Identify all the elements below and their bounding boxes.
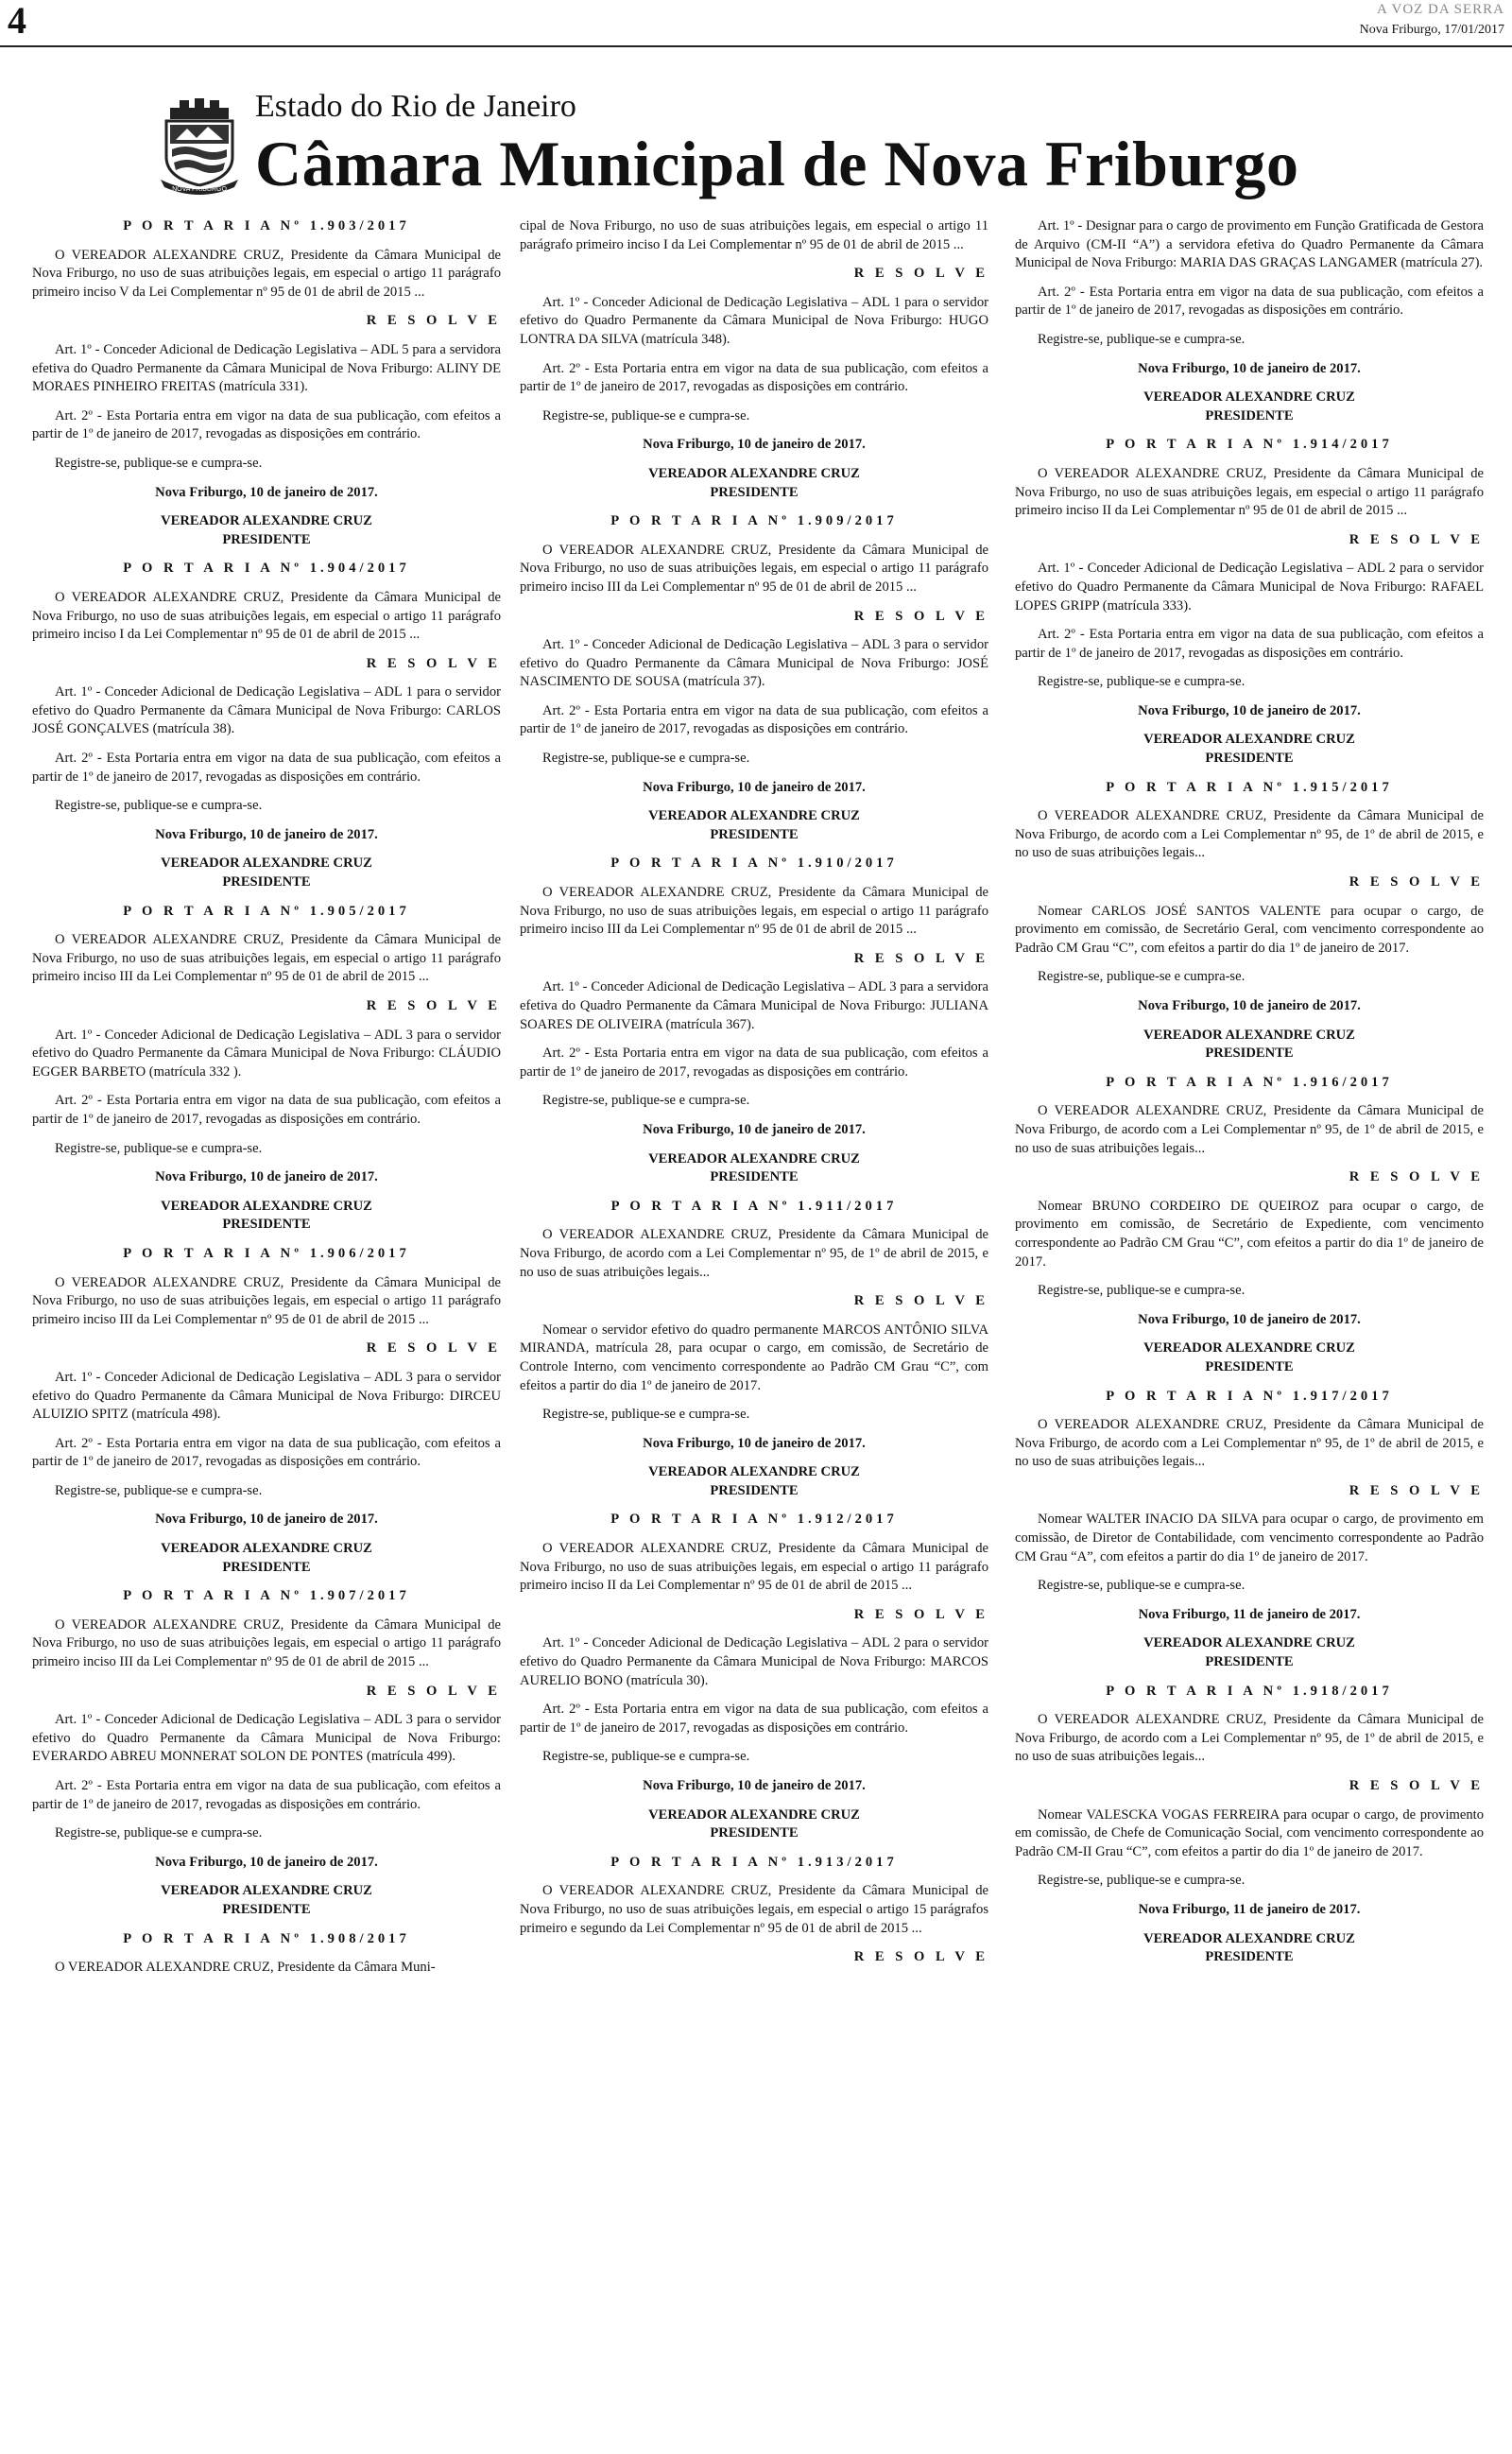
paragraph: Art. 2º - Esta Portaria entra em vigor na data de sua publicação, com efeitos a partir de 1º de janeiro de 2017, revogadas as disposições em contrário. [32, 407, 501, 442]
portaria-heading: P O R T A R I A Nº 1.906/2017 [123, 1245, 410, 1261]
signatory-title: PRESIDENTE [1205, 1949, 1294, 1965]
paragraph: Art. 2º - Esta Portaria entra em vigor na data de sua publicação, com efeitos a partir de 1º de janeiro de 2017, revogadas as disposições em contrário. [520, 360, 988, 395]
paragraph: Art. 1º - Designar para o cargo de provimento em Função Gratificada de Gestora de Arquivo (CM-II “A”) a servidora efetiva do Quadro Permanente da Câmara Municipal de Nova Friburgo: MARIA DAS GRAÇAS LANGAMER (matrícula 27). [1015, 218, 1484, 271]
paragraph: Art. 1º - Conceder Adicional de Dedicação Legislativa – ADL 3 para o servidor efetivo do Quadro Permanente da Câmara Municipal de Nova Friburgo: JOSÉ NASCIMENTO DE SOUSA (matrícula 37). [520, 637, 988, 690]
portaria-heading: P O R T A R I A Nº 1.916/2017 [1106, 1074, 1393, 1090]
signatory-title: PRESIDENTE [222, 1901, 311, 1917]
resolve-label: R E S O L V E [366, 1340, 501, 1357]
paragraph: Art. 1º - Conceder Adicional de Dedicação Legislativa – ADL 1 para o servidor efetivo do Quadro Permanente da Câmara Municipal de Nova Friburgo: HUGO LONTRA DA SILVA (matrícula 348). [520, 294, 988, 347]
portaria-heading: P O R T A R I A Nº 1.907/2017 [123, 1588, 410, 1604]
paragraph: Registre-se, publique-se e cumpra-se. [1038, 674, 1246, 690]
signatory-name: VEREADOR ALEXANDRE CRUZ [648, 808, 860, 824]
signatory-title: PRESIDENTE [222, 874, 311, 890]
resolve-label: R E S O L V E [853, 1293, 988, 1309]
signatory-name: VEREADOR ALEXANDRE CRUZ [1143, 1635, 1355, 1651]
portaria-heading: P O R T A R I A Nº 1.918/2017 [1106, 1683, 1393, 1699]
paragraph: O VEREADOR ALEXANDRE CRUZ, Presidente da Câmara Municipal de Nova Friburgo, no uso de suas atribuições legais, em especial o artigo 11 parágrafo primeiro inciso III da Lei Complementar nº 95 de 01 de abril de 2015 ... [32, 1274, 501, 1327]
portaria-heading: P O R T A R I A Nº 1.915/2017 [1106, 779, 1393, 795]
portaria-heading: P O R T A R I A Nº 1.912/2017 [610, 1512, 898, 1528]
signing-date: Nova Friburgo, 11 de janeiro de 2017. [1138, 1901, 1361, 1917]
signatory-name: VEREADOR ALEXANDRE CRUZ [648, 465, 860, 481]
signatory-title: PRESIDENTE [710, 1482, 799, 1498]
paragraph: Art. 1º - Conceder Adicional de Dedicação Legislativa – ADL 2 para o servidor efetivo do Quadro Permanente da Câmara Municipal de Nova Friburgo: MARCOS AURELIO BONO (matrícula 30). [520, 1635, 988, 1688]
signing-date: Nova Friburgo, 10 de janeiro de 2017. [155, 1854, 378, 1870]
paragraph: O VEREADOR ALEXANDRE CRUZ, Presidente da Câmara Municipal de Nova Friburgo, no uso de suas atribuições legais, em especial o artigo 11 parágrafo primeiro inciso III da Lei Complementar nº 95 de 01 de abril de 2015 ... [32, 1616, 501, 1670]
portaria-heading: P O R T A R I A Nº 1.917/2017 [1106, 1388, 1393, 1404]
resolve-label: R E S O L V E [366, 655, 501, 671]
paragraph: Registre-se, publique-se e cumpra-se. [542, 1749, 750, 1765]
paragraph: O VEREADOR ALEXANDRE CRUZ, Presidente da Câmara Municipal de Nova Friburgo, no uso de suas atribuições legais, em especial o artigo 11 parágrafo primeiro inciso II da Lei Complementar nº 95 de 01 de abril de 2015 ... [1015, 465, 1484, 519]
paragraph: O VEREADOR ALEXANDRE CRUZ, Presidente da Câmara Municipal de Nova Friburgo, de acordo com a Lei Complementar nº 95, de 1º de abril de 2015, e no uso de suas atribuições legais... [520, 1227, 988, 1280]
signatory-title: PRESIDENTE [1205, 1046, 1294, 1062]
portaria-heading: P O R T A R I A Nº 1.911/2017 [610, 1198, 898, 1214]
newspaper-name: A VOZ DA SERRA [1377, 2, 1504, 17]
signing-date: Nova Friburgo, 10 de janeiro de 2017. [1138, 702, 1361, 718]
paragraph: Art. 1º - Conceder Adicional de Dedicação Legislativa – ADL 5 para a servidora efetiva do Quadro Permanente da Câmara Municipal de Nova Friburgo: ALINY DE MORAES PINHEIRO FREITAS (matrícula 331). [32, 341, 501, 395]
paragraph: O VEREADOR ALEXANDRE CRUZ, Presidente da Câmara Municipal de Nova Friburgo, de acordo com a Lei Complementar nº 95, de 1º de abril de 2015, e no uso de suas atribuições legais... [1015, 808, 1484, 861]
paragraph: O VEREADOR ALEXANDRE CRUZ, Presidente da Câmara Municipal de Nova Friburgo, no uso de suas atribuições legais, em especial o artigo 11 parágrafo primeiro inciso I da Lei Complementar nº 95 de 01 de abril de 2015 ... [32, 589, 501, 643]
signatory-title: PRESIDENTE [710, 1825, 799, 1841]
column-3 [1015, 217, 1484, 1978]
paragraph: Art. 1º - Conceder Adicional de Dedicação Legislativa – ADL 3 para a servidora efetiva do Quadro Permanente da Câmara Municipal de Nova Friburgo: JULIANA SOARES DE OLIVEIRA (matrícula 367). [520, 979, 988, 1032]
paragraph: Registre-se, publique-se e cumpra-se. [1038, 1873, 1246, 1889]
resolve-label: R E S O L V E [853, 1949, 988, 1965]
resolve-label: R E S O L V E [366, 1683, 501, 1699]
paragraph: Art. 1º - Conceder Adicional de Dedicação Legislativa – ADL 3 para o servidor efetivo do Quadro Permanente da Câmara Municipal de Nova Friburgo: DIRCEU ALUIZIO SPITZ (matrícula 498). [32, 1369, 501, 1423]
paragraph: Registre-se, publique-se e cumpra-se. [542, 1093, 750, 1109]
signing-date: Nova Friburgo, 10 de janeiro de 2017. [643, 1435, 866, 1451]
resolve-label: R E S O L V E [366, 313, 501, 329]
signatory-name: VEREADOR ALEXANDRE CRUZ [648, 1464, 860, 1480]
municipal-crest-icon [157, 91, 242, 197]
signing-date: Nova Friburgo, 10 de janeiro de 2017. [155, 1169, 378, 1185]
column-2 [520, 217, 988, 1978]
paragraph: O VEREADOR ALEXANDRE CRUZ, Presidente da Câmara Municipal de Nova Friburgo, de acordo com a Lei Complementar nº 95, de 1º de abril de 2015, e no uso de suas atribuições legais... [1015, 1417, 1484, 1470]
signing-date: Nova Friburgo, 10 de janeiro de 2017. [1138, 360, 1361, 376]
resolve-label: R E S O L V E [1349, 874, 1484, 890]
signatory-title: PRESIDENTE [710, 1169, 799, 1185]
signatory-name: VEREADOR ALEXANDRE CRUZ [1143, 732, 1355, 748]
signatory-name: VEREADOR ALEXANDRE CRUZ [648, 1806, 860, 1823]
signatory-title: PRESIDENTE [1205, 1654, 1294, 1670]
paragraph: Registre-se, publique-se e cumpra-se. [1038, 331, 1246, 347]
paragraph: Nomear CARLOS JOSÉ SANTOS VALENTE para ocupar o cargo, de provimento em comissão, de Secretário Geral, com vencimento correspondente ao Padrão CM Grau “C”, com efeitos a partir do dia 1º de janeiro de 2017. [1015, 903, 1484, 956]
edition-date: Nova Friburgo, 17/01/2017 [1359, 23, 1504, 37]
paragraph: O VEREADOR ALEXANDRE CRUZ, Presidente da Câmara Municipal de Nova Friburgo, de acordo com a Lei Complementar nº 95, de 1º de abril de 2015, e no uso de suas atribuições legais... [1015, 1712, 1484, 1765]
paragraph: Registre-se, publique-se e cumpra-se. [55, 1825, 263, 1841]
portaria-heading: P O R T A R I A Nº 1.905/2017 [123, 903, 410, 919]
signatory-name: VEREADOR ALEXANDRE CRUZ [161, 855, 372, 872]
signing-date: Nova Friburgo, 10 de janeiro de 2017. [155, 484, 378, 500]
paragraph: O VEREADOR ALEXANDRE CRUZ, Presidente da Câmara Municipal de Nova Friburgo, no uso de suas atribuições legais, em especial o artigo 11 parágrafo primeiro inciso III da Lei Complementar nº 95 de 01 de abril de 2015 ... [520, 885, 988, 938]
resolve-label: R E S O L V E [366, 998, 501, 1013]
signing-date: Nova Friburgo, 10 de janeiro de 2017. [1138, 1311, 1361, 1327]
paragraph: Registre-se, publique-se e cumpra-se. [1038, 1283, 1246, 1299]
paragraph: Nomear VALESCKA VOGAS FERREIRA para ocupar o cargo, de provimento em comissão, de Chefe de Comunicação Social, com vencimento correspondente ao Padrão CM-II Grau “C”, com efeitos a partir do dia 1º de janeiro de 2017. [1015, 1806, 1484, 1859]
resolve-label: R E S O L V E [1349, 1778, 1484, 1793]
paragraph: Art. 2º - Esta Portaria entra em vigor na data de sua publicação, com efeitos a partir de 1º de janeiro de 2017, revogadas as disposições em contrário. [1015, 284, 1484, 319]
council-name: Câmara Municipal de Nova Friburgo [255, 128, 1299, 199]
paragraph: Art. 2º - Esta Portaria entra em vigor na data de sua publicação, com efeitos a partir de 1º de janeiro de 2017, revogadas as disposições em contrário. [520, 1702, 988, 1736]
paragraph: Art. 2º - Esta Portaria entra em vigor na data de sua publicação, com efeitos a partir de 1º de janeiro de 2017, revogadas as disposições em contrário. [32, 1435, 501, 1470]
paragraph: Registre-se, publique-se e cumpra-se. [542, 1407, 750, 1423]
paragraph: Registre-se, publique-se e cumpra-se. [55, 1482, 263, 1498]
paragraph: Art. 1º - Conceder Adicional de Dedicação Legislativa – ADL 2 para o servidor efetivo do Quadro Permanente da Câmara Municipal de Nova Friburgo: RAFAEL LOPES GRIPP (matrícula 333). [1015, 561, 1484, 614]
paragraph: Art. 2º - Esta Portaria entra em vigor na data de sua publicação, com efeitos a partir de 1º de janeiro de 2017, revogadas as disposições em contrário. [32, 751, 501, 785]
column-1 [32, 217, 501, 1988]
signing-date: Nova Friburgo, 10 de janeiro de 2017. [643, 1121, 866, 1137]
portaria-heading: P O R T A R I A Nº 1.909/2017 [610, 513, 898, 529]
paragraph: Registre-se, publique-se e cumpra-se. [55, 798, 263, 814]
resolve-label: R E S O L V E [853, 266, 988, 282]
signatory-name: VEREADOR ALEXANDRE CRUZ [1143, 1027, 1355, 1043]
paragraph: Art. 1º - Conceder Adicional de Dedicação Legislativa – ADL 3 para o servidor efetivo do Quadro Permanente da Câmara Municipal de Nova Friburgo: EVERARDO ABREU MONNERAT SOLON DE PONTES (matrícula 499). [32, 1712, 501, 1765]
signatory-title: PRESIDENTE [222, 1217, 311, 1233]
signatory-title: PRESIDENTE [222, 1559, 311, 1575]
signing-date: Nova Friburgo, 10 de janeiro de 2017. [155, 826, 378, 842]
paragraph: Art. 1º - Conceder Adicional de Dedicação Legislativa – ADL 3 para o servidor efetivo do Quadro Permanente da Câmara Municipal de Nova Friburgo: CLÁUDIO EGGER BARBETO (matrícula 332 ). [32, 1027, 501, 1080]
signatory-name: VEREADOR ALEXANDRE CRUZ [161, 1883, 372, 1899]
paragraph: Nomear BRUNO CORDEIRO DE QUEIROZ para ocupar o cargo, de provimento em comissão, de Secretário de Expediente, com vencimento correspondente ao Padrão CM Grau “C”, com efeitos a partir do dia 1º de janeiro de 2017. [1015, 1198, 1484, 1270]
paragraph: O VEREADOR ALEXANDRE CRUZ, Presidente da Câmara Municipal de Nova Friburgo, de acordo com a Lei Complementar nº 95, de 1º de abril de 2015, e no uso de suas atribuições legais... [1015, 1103, 1484, 1156]
paragraph: Nomear o servidor efetivo do quadro permanente MARCOS ANTÔNIO SILVA MIRANDA, matrícula 28, para ocupar o cargo, em comissão, de Secretário de Controle Interno, com vencimento correspondente ao Padrão CM Grau “C”, com efeitos a partir do dia 1º de janeiro de 2017. [520, 1322, 988, 1393]
paragraph: Art. 1º - Conceder Adicional de Dedicação Legislativa – ADL 1 para o servidor efetivo do Quadro Permanente da Câmara Municipal de Nova Friburgo: CARLOS JOSÉ GONÇALVES (matrícula 38). [32, 684, 501, 737]
paragraph: O VEREADOR ALEXANDRE CRUZ, Presidente da Câmara Muni- [55, 1960, 436, 1976]
signatory-title: PRESIDENTE [1205, 751, 1294, 767]
paragraph: O VEREADOR ALEXANDRE CRUZ, Presidente da Câmara Municipal de Nova Friburgo, no uso de suas atribuições legais, em especial o artigo 15 parágrafos primeiro e segundo da Lei Complementar nº 95 de 01 de abril de 2015 ... [520, 1883, 988, 1936]
resolve-label: R E S O L V E [1349, 531, 1484, 547]
resolve-label: R E S O L V E [1349, 1169, 1484, 1185]
paragraph: Art. 2º - Esta Portaria entra em vigor na data de sua publicação, com efeitos a partir de 1º de janeiro de 2017, revogadas as disposições em contrário. [32, 1778, 501, 1812]
paragraph: O VEREADOR ALEXANDRE CRUZ, Presidente da Câmara Municipal de Nova Friburgo, no uso de suas atribuições legais, em especial o artigo 11 parágrafo primeiro inciso V da Lei Complementar nº 95 de 01 de abril de 2015 ... [32, 247, 501, 300]
signatory-name: VEREADOR ALEXANDRE CRUZ [1143, 389, 1355, 406]
signatory-name: VEREADOR ALEXANDRE CRUZ [161, 1541, 372, 1557]
signatory-name: VEREADOR ALEXANDRE CRUZ [161, 513, 372, 529]
portaria-heading: P O R T A R I A Nº 1.910/2017 [610, 855, 898, 872]
signing-date: Nova Friburgo, 10 de janeiro de 2017. [1138, 998, 1361, 1013]
paragraph: Registre-se, publique-se e cumpra-se. [55, 455, 263, 471]
signatory-name: VEREADOR ALEXANDRE CRUZ [1143, 1930, 1355, 1946]
header-rule [0, 45, 1512, 47]
signatory-name: VEREADOR ALEXANDRE CRUZ [648, 1150, 860, 1167]
paragraph: Art. 2º - Esta Portaria entra em vigor na data de sua publicação, com efeitos a partir de 1º de janeiro de 2017, revogadas as disposições em contrário. [32, 1093, 501, 1127]
paragraph: Registre-se, publique-se e cumpra-se. [542, 407, 750, 423]
signing-date: Nova Friburgo, 10 de janeiro de 2017. [643, 437, 866, 453]
portaria-heading: P O R T A R I A Nº 1.913/2017 [610, 1854, 898, 1870]
signatory-title: PRESIDENTE [222, 531, 311, 547]
signing-date: Nova Friburgo, 10 de janeiro de 2017. [155, 1512, 378, 1528]
portaria-heading: P O R T A R I A Nº 1.914/2017 [1106, 437, 1393, 453]
paragraph: O VEREADOR ALEXANDRE CRUZ, Presidente da Câmara Municipal de Nova Friburgo, no uso de suas atribuições legais, em especial o artigo 11 parágrafo primeiro inciso III da Lei Complementar nº 95 de 01 de abril de 2015 ... [520, 542, 988, 595]
paragraph: Art. 2º - Esta Portaria entra em vigor na data de sua publicação, com efeitos a partir de 1º de janeiro de 2017, revogadas as disposições em contrário. [520, 702, 988, 737]
signatory-title: PRESIDENTE [710, 484, 799, 500]
signing-date: Nova Friburgo, 10 de janeiro de 2017. [643, 1778, 866, 1793]
paragraph: Nomear WALTER INACIO DA SILVA para ocupar o cargo, de provimento em comissão, de Diretor de Contabilidade, com vencimento correspondente ao Padrão CM Grau “A”, com efeitos a partir do dia 1º de janeiro de 2017. [1015, 1512, 1484, 1564]
signatory-title: PRESIDENTE [710, 826, 799, 842]
portaria-heading: P O R T A R I A Nº 1.908/2017 [123, 1930, 410, 1946]
paragraph: Registre-se, publique-se e cumpra-se. [1038, 969, 1246, 985]
paragraph: Registre-se, publique-se e cumpra-se. [1038, 1578, 1246, 1594]
resolve-label: R E S O L V E [853, 608, 988, 624]
signatory-title: PRESIDENTE [1205, 1358, 1294, 1374]
signatory-title: PRESIDENTE [1205, 407, 1294, 423]
portaria-heading: P O R T A R I A Nº 1.904/2017 [123, 561, 410, 577]
paragraph: O VEREADOR ALEXANDRE CRUZ, Presidente da Câmara Municipal de Nova Friburgo, no uso de suas atribuições legais, em especial o artigo 11 parágrafo primeiro inciso III da Lei Complementar nº 95 de 01 de abril de 2015 ... [32, 932, 501, 985]
signing-date: Nova Friburgo, 10 de janeiro de 2017. [643, 779, 866, 795]
paragraph: Registre-se, publique-se e cumpra-se. [542, 751, 750, 767]
paragraph: Registre-se, publique-se e cumpra-se. [55, 1140, 263, 1156]
state-name: Estado do Rio de Janeiro [255, 89, 576, 124]
page-number: 4 [8, 0, 26, 42]
resolve-label: R E S O L V E [1349, 1482, 1484, 1498]
portaria-heading: P O R T A R I A Nº 1.903/2017 [123, 218, 410, 233]
resolve-label: R E S O L V E [853, 1606, 988, 1622]
paragraph: O VEREADOR ALEXANDRE CRUZ, Presidente da Câmara Municipal de Nova Friburgo, no uso de suas atribuições legais, em especial o artigo 11 parágrafo primeiro inciso II da Lei Complementar nº 95 de 01 de abril de 2015 ... [520, 1541, 988, 1594]
paragraph: Art. 2º - Esta Portaria entra em vigor na data de sua publicação, com efeitos a partir de 1º de janeiro de 2017, revogadas as disposições em contrário. [1015, 627, 1484, 661]
paragraph-continued: cipal de Nova Friburgo, no uso de suas atribuições legais, em especial o artigo 11 parágrafo primeiro inciso I da Lei Complementar nº 95 de 01 de abril de 2015 ... [520, 218, 988, 252]
signing-date: Nova Friburgo, 11 de janeiro de 2017. [1138, 1606, 1361, 1622]
signatory-name: VEREADOR ALEXANDRE CRUZ [161, 1198, 372, 1214]
signatory-name: VEREADOR ALEXANDRE CRUZ [1143, 1340, 1355, 1357]
crest-motto: NOVA FRIBURGO [172, 186, 227, 193]
resolve-label: R E S O L V E [853, 950, 988, 966]
paragraph: Art. 2º - Esta Portaria entra em vigor na data de sua publicação, com efeitos a partir de 1º de janeiro de 2017, revogadas as disposições em contrário. [520, 1046, 988, 1080]
